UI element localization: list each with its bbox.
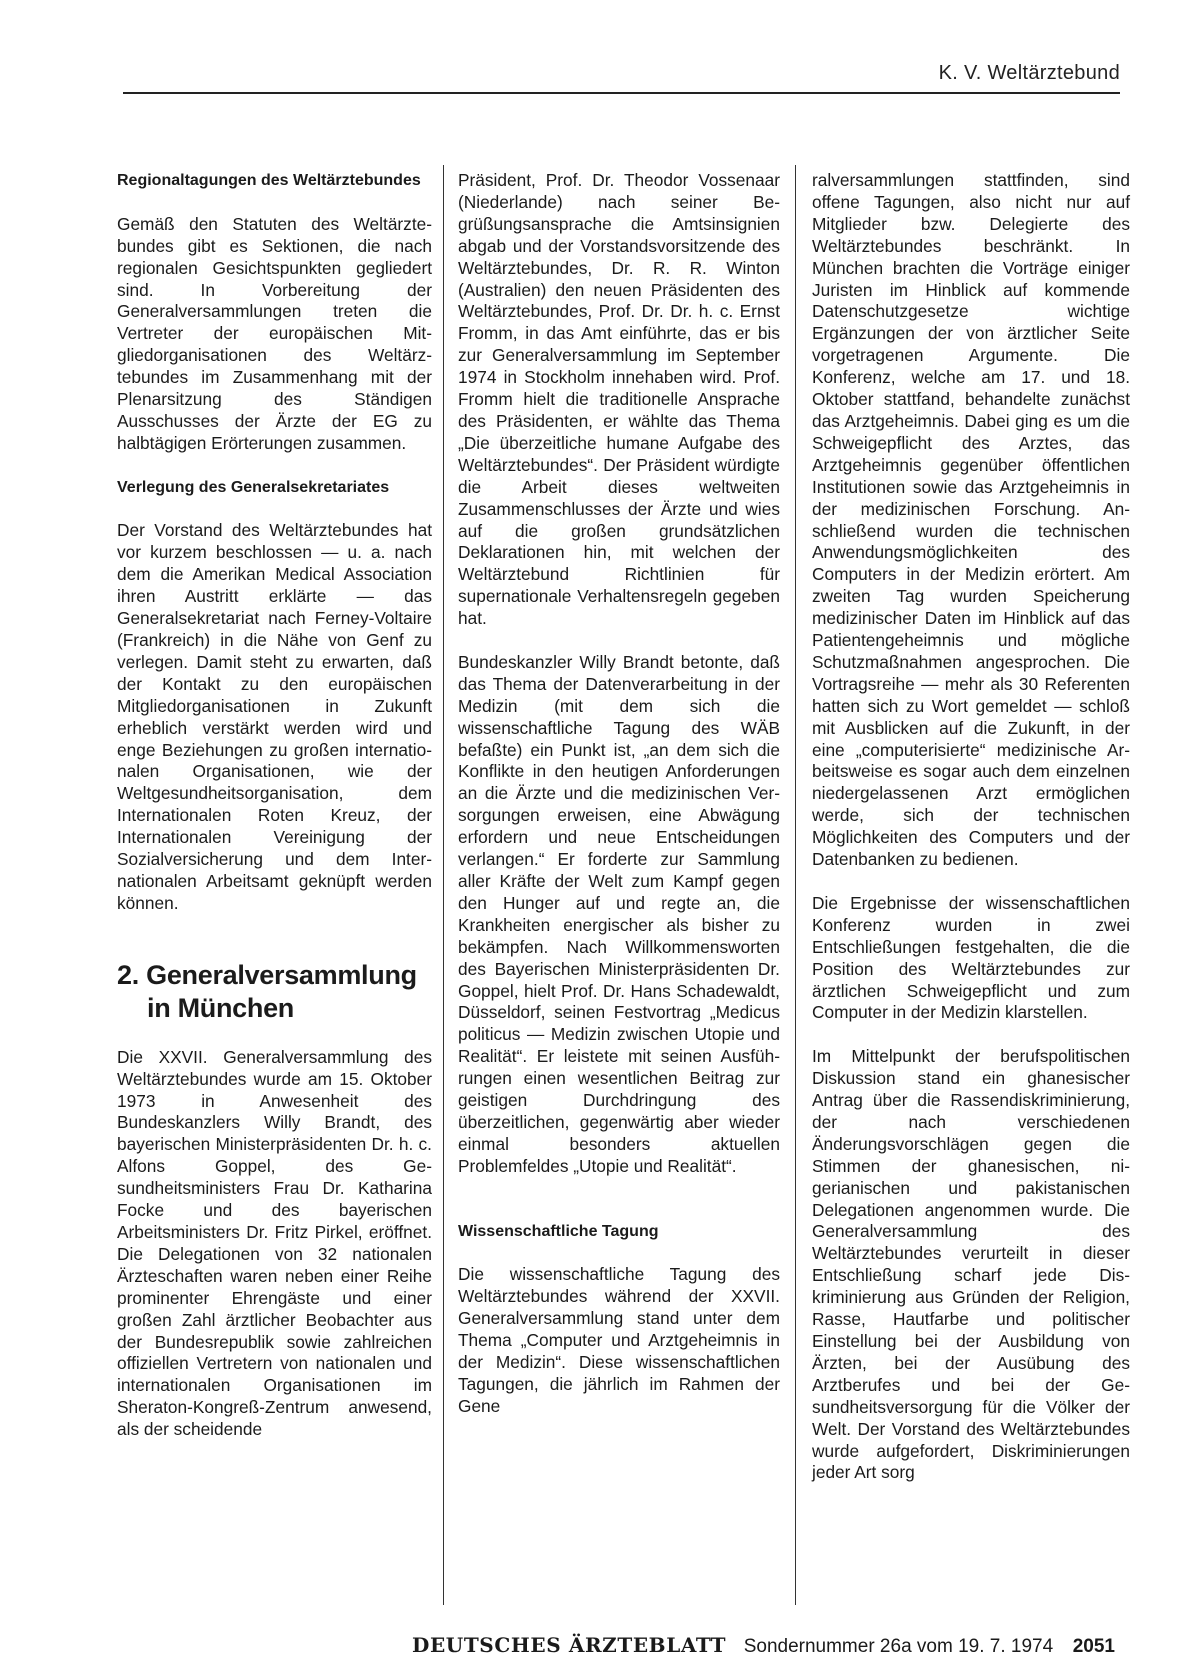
section-heading-line2: in München bbox=[147, 992, 294, 1023]
issue-info: Sondernummer 26a vom 19. 7. 1974 bbox=[743, 1636, 1054, 1657]
subheading-verlegung: Verlegung des Generalsekretariates bbox=[117, 478, 390, 496]
section-heading-line1: 2. Generalversammlung bbox=[117, 959, 417, 990]
paragraph-generalversammlung: Die XXVII. Generalversammlung des Weltärztebundes wurde am 15. Oktober 1973 in Anwesenheit des Bundeskanzlers Willy Brandt, des bayerischen Ministerpräsidenten Dr. h. c. Alfons Goppel, des Gesundheitsministers Frau Dr. Katharina Focke und des bayerischen Arbeitsministers Dr. Fritz Pirkel, eröffnet. Die Delegationen von 32 nationalen Ärzteschaften waren neben einer Reihe prominenter Ehrengäste und einer großen Zahl ärztlicher Beobachter aus der Bundesrepublik sowie zahlreichen offiziellen Vertretern von nationalen und internationalen Organisationen im Sheraton-Kongreß-Zentrum anwesend, als der scheidende bbox=[117, 1046, 432, 1440]
paragraph-regional: Gemäß den Statuten des Weltärztebundes gibt es Sektionen, die nach regionalen Gesichtspunkten gegliedert sind. In Vorbereitung der Generalversammlungen treten die Vertreter der europäischen Mitgliedorganisationen des Weltärztebundes im Zusammenhang mit der Plenarsitzung des Ständigen Ausschusses der Ärzte der EG zu halbtägigen Erörterungen zusammen. bbox=[117, 213, 432, 453]
paragraph-verlegung: Der Vorstand des Weltärztebundes hat vor kurzem beschlossen — u. a. nach dem die Amerikan Medical Association ihren Austritt erklärte — das Generalsekretariat nach Ferney-Voltaire (Frankreich) in die Nähe von Genf zu verlegen. Damit steht zu erwarten, daß der Kontakt zu den europäischen Mitgliedorganisationen in Zukunft erheblich verstärkt werden wird und enge Beziehungen zu großen internationalen Organisationen, wie der Weltgesundheitsorganisation, dem Internationalen Roten Kreuz, der Internationalen Vereinigung der Sozialversicherung und dem Internationalen Arbeitsamt geknüpft werden können. bbox=[117, 520, 432, 913]
page-number: 2051 bbox=[1072, 1636, 1116, 1657]
paragraph-praesident: Präsident, Prof. Dr. Theodor Vossenaar (Niederlande) nach seiner Begrüßungsansprache die Amtsinsignien abgab und der Vorstandsvorsitzende des Weltärztebundes, Dr. R. R. Winton (Australien) den neuen Präsidenten des Weltärztebundes, Prof. Dr. Dr. h. c. Ernst Fromm, in das Amt einführte, das er bis zur Generalversammlung im September 1974 in Stockholm innehaben wird. Prof. Fromm hielt die traditionelle Ansprache des Präsidenten, er wählte das Thema „Die überzeitliche humane Aufgabe des Weltärztebundes“. Der Präsident würdigte die Arbeit dieses weltweiten Zusammenschlusses der Ärzte und wies auf die großen grundsätzlichen Deklarationen hin, mit welchen der Weltärztebund Richtlinien für supernationale Verhaltensregeln gegeben hat. bbox=[458, 170, 780, 629]
page-footer bbox=[412, 1633, 1115, 1658]
paragraph-bundeskanzler: Bundeskanzler Willy Brandt betonte, daß das Thema der Datenverarbeitung in der Medizin (mit dem sich die wissenschaftliche Tagung des WÄB befaßte) ein Punkt ist, „an dem sich die Konflikte in den heutigen Anforderungen an die Ärzte und die medizinischen Versorgungen erweisen, eine Abwägung erfordern und neue Entscheidungen verlangen.“ Er forderte zur Sammlung aller Kräfte der Welt zum Kampf gegen den Hunger auf und regte an, die Krankheiten energischer als bisher zu bekämpfen. Nach Willkommensworten des Bayerischen Ministerpräsidenten Dr. Goppel, hielt Prof. Dr. Hans Schadewaldt, Düsseldorf, seinen Festvortrag „Medicus politicus — Medizin zwischen Utopie und Realität“. Er leistete mit seinen Ausführungen einen wesentlichen Beitrag zur geistigen Durchdringung des überzeitlichen, gegenwärtig aber wieder einmal besonders aktuellen Problemfeldes „Utopie und Realität“. bbox=[458, 651, 780, 1176]
column-3 bbox=[812, 170, 1130, 1484]
header-rule bbox=[123, 92, 1120, 94]
subheading-wissenschaftliche-tagung: Wissenschaftliche Tagung bbox=[458, 1222, 659, 1240]
column-2 bbox=[458, 170, 780, 1418]
paragraph-wissenschaftliche-tagung: Die wissenschaftliche Tagung des Weltärztebundes während der XXVII. Generalversammlung stand unter dem Thema „Computer und Arztgeheimnis in der Medizin“. Diese wissenschaftlichen Tagungen, die jährlich im Rahmen der Gene bbox=[458, 1264, 780, 1416]
subheading-regional: Regionaltagungen des Weltärztebundes bbox=[117, 172, 421, 189]
section-heading bbox=[117, 959, 432, 1025]
paragraph-konferenz: ralversammlungen stattfinden, sind offene Tagungen, also nicht nur auf Mitglieder bzw. Delegierte des Weltärztebundes beschränkt. In München brachten die Vorträge einiger Juristen im Hinblick auf kommende Datenschutzgesetze wichtige Ergänzungen der von ärztlicher Seite vorgetragenen Argumente. Die Konferenz, welche am 17. und 18. Oktober stattfand, behandelte zunächst das Arztgeheimnis. Dabei ging es um die Schweigepflicht des Arztes, das Arztgeheimnis gegenüber öffentlichen Institutionen sowie das Arztgeheimnis in der medizinischen Forschung. Anschließend wurden die technischen Anwendungsmöglichkeiten des Computers in der Medizin erörtert. Am zweiten Tag wurden Speicherung medizinischer Daten im Hinblick auf das Patientengeheimnis und mögliche Schutzmaßnahmen angesprochen. Die Vortragsreihe — mehr als 30 Referenten hatten sich zu Wort gemeldet — schloß mit Ausblicken auf die Zukunft, in der eine „computerisierte“ medizinische Arbeitsweise es sogar auch dem einzelnen niedergelassenen Arzt ermöglichen werde, sich der technischen Möglichkeiten des Computers und der Datenbanken zu bedienen. bbox=[812, 170, 1130, 870]
running-header: K. V. Weltärztebund bbox=[938, 62, 1120, 84]
column-1 bbox=[117, 170, 432, 1441]
column-divider bbox=[443, 165, 444, 1605]
column-divider bbox=[795, 165, 796, 1605]
paragraph-diskussion: Im Mittelpunkt der berufspolitischen Diskussion stand ein ghanesischer Antrag über die Rassendiskriminierung, der nach verschiedenen Änderungsvorschlägen gegen die Stimmen der ghanesischen, nigerianischen und pakistanischen Delegationen angenommen wurde. Die Generalversammlung des Weltärztebundes verurteilt in dieser Entschließung scharf jede Diskriminierung aus Gründen der Religion, Rasse, Hautfarbe und politischer Einstellung bei der Ausbildung von Ärzten, bei der Ausübung des Arztberufes und bei der Gesundheitsversorgung für die Völker der Welt. Der Vorstand des Weltärztebundes wurde aufgefordert, Diskriminierungen jeder Art sorg bbox=[812, 1046, 1130, 1483]
journal-title: DEUTSCHES ÄRZTEBLATT bbox=[412, 1633, 727, 1657]
paragraph-ergebnisse: Die Ergebnisse der wissenschaftlichen Konferenz wurden in zwei Entschließungen festgehalten, die die Position des Weltärztebundes zur ärztlichen Schweigepflicht und zum Computer in der Medizin klarstellen. bbox=[812, 892, 1130, 1023]
